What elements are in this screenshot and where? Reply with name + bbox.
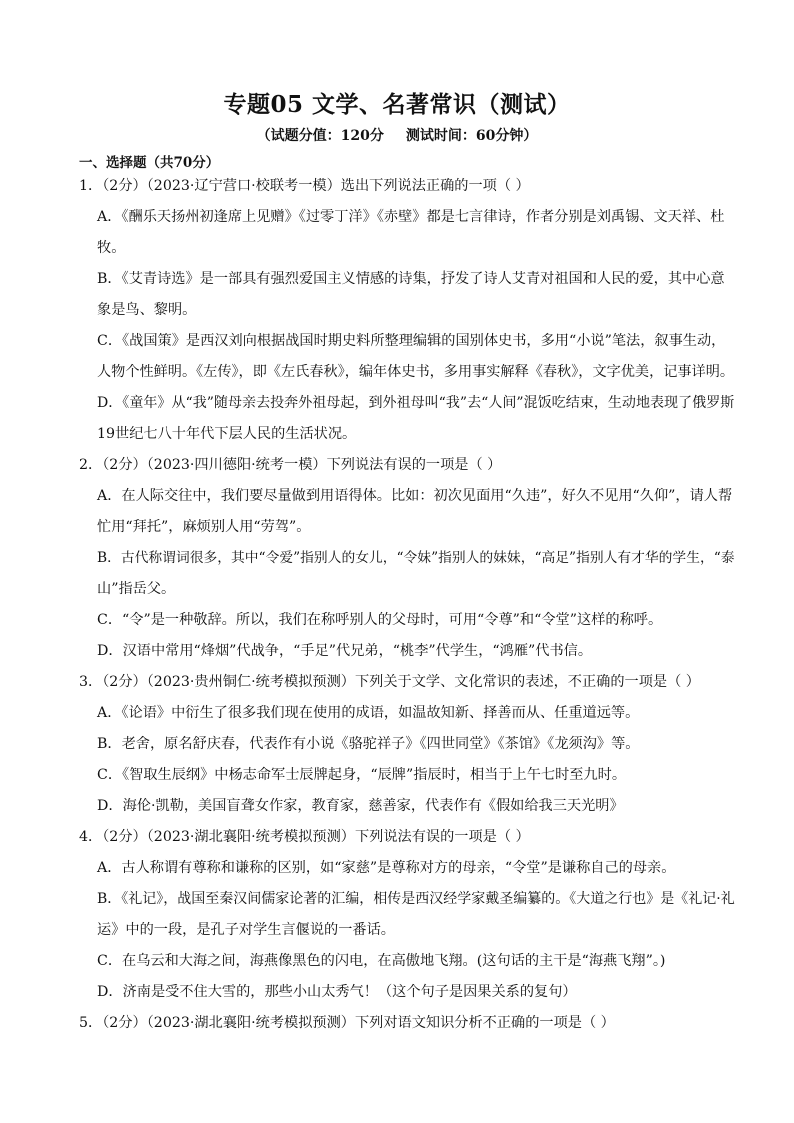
section-heading: 一、选择题（共70分） bbox=[79, 155, 220, 171]
question-1-option-c-cont: 人物个性鲜明。《左传》，即《左氏春秋》，编年体史书，多用事实解释《春秋》，文字优美，记事详明。 bbox=[97, 364, 735, 380]
question-2-option-a-cont: 忙用“拜托”，麻烦别人用“劳驾”。 bbox=[97, 519, 311, 535]
question-4-option-d: D．济南是受不住大雪的，那些小山太秀气！（这个句子是因果关系的复句） bbox=[97, 984, 577, 1000]
question-2-option-c: C．“令”是一种敬辞。所以，我们在称呼别人的父母时，可用“令尊”和“令堂”这样的称呼。 bbox=[97, 612, 663, 628]
question-4-stem: 4．（2分）（2023·湖北襄阳·统考模拟预测）下列说法有误的一项是（ ） bbox=[79, 829, 530, 845]
question-5-stem: 5．（2分）（2023·湖北襄阳·统考模拟预测）下列对语文知识分析不正确的一项是（ ） bbox=[79, 1015, 615, 1031]
question-1-option-d-cont: 19世纪七八十年代下层人民的生活状况。 bbox=[97, 426, 357, 442]
question-2-option-a: A．在人际交往中，我们要尽量做到用语得体。比如：初次见面用“久违”，好久不见用“久仰”，请人帮 bbox=[97, 488, 733, 504]
question-2-option-d: D．汉语中常用“烽烟”代战争，“手足”代兄弟，“桃李”代学生，“鸿雁”代书信。 bbox=[97, 643, 593, 659]
time-info: 测试时间：60分钟） bbox=[405, 128, 538, 144]
question-4-option-c: C．在乌云和大海之间，海燕像黑色的闪电，在高傲地飞翔。(这句话的主干是“海燕飞翔”。) bbox=[97, 953, 666, 969]
question-4-option-b: B．《礼记》，战国至秦汉间儒家论著的汇编，相传是西汉经学家戴圣编纂的。《大道之行也》是《礼记·礼 bbox=[97, 891, 735, 907]
page-subtitle bbox=[0, 125, 794, 145]
question-3-option-b: B．老舍，原名舒庆春，代表作有小说《骆驼祥子》《四世同堂》《茶馆》《龙须沟》等。 bbox=[97, 736, 640, 752]
question-2-stem: 2．（2分）（2023·四川德阳·统考一模）下列说法有误的一项是（ ） bbox=[79, 457, 502, 473]
question-1-option-a: A．《酬乐天扬州初逢席上见赠》《过零丁洋》《赤壁》都是七言律诗，作者分别是刘禹锡、文天祥、杜 bbox=[97, 209, 725, 225]
question-1-option-b: B．《艾青诗选》是一部具有强烈爱国主义情感的诗集，抒发了诗人艾青对祖国和人民的爱，其中心意 bbox=[97, 271, 725, 287]
question-4-option-a: A．古人称谓有尊称和谦称的区别，如“家慈”是尊称对方的母亲，“令堂”是谦称自己的母亲。 bbox=[97, 860, 676, 876]
score-info: （试题分值：120分 bbox=[256, 128, 384, 144]
question-3-option-a: A．《论语》中衍生了很多我们现在使用的成语，如温故知新、择善而从、任重道远等。 bbox=[97, 705, 640, 721]
question-2-option-b: B．古代称谓词很多，其中“令爱”指别人的女儿，“令妹”指别人的妹妹，“高足”指别人有才华的学生，“泰 bbox=[97, 550, 735, 566]
question-1-option-b-cont: 象是鸟、黎明。 bbox=[97, 302, 197, 318]
question-3-stem: 3．（2分）（2023·贵州铜仁·统考模拟预测）下列关于文学、文化常识的表述，不正确的一项是（ ） bbox=[79, 674, 700, 690]
question-3-option-d: D．海伦·凯勒，美国盲聋女作家，教育家，慈善家，代表作有《假如给我三天光明》 bbox=[97, 798, 624, 814]
question-1-option-a-cont: 牧。 bbox=[97, 240, 126, 256]
question-2-option-b-cont: 山”指岳父。 bbox=[97, 581, 176, 597]
question-4-option-b-cont: 运》中的一段，是孔子对学生言偃说的一番话。 bbox=[97, 922, 395, 938]
page-title: 专题05 文学、名著常识（测试） bbox=[223, 91, 571, 118]
question-3-option-c: C．《智取生辰纲》中杨志命军士辰牌起身，“辰牌”指辰时，相当于上午七时至九时。 bbox=[97, 767, 627, 783]
question-1-stem: 1．（2分）（2023·辽宁营口·校联考一模）选出下列说法正确的一项（ ） bbox=[79, 178, 530, 194]
question-1-option-d: D．《童年》从“我”随母亲去投奔外祖母起，到外祖母叫“我”去“人间”混饭吃结束，生动地表现了俄罗斯 bbox=[97, 395, 735, 411]
question-1-option-c: C．《战国策》是西汉刘向根据战国时期史料所整理编辑的国别体史书，多用“小说”笔法，叙事生动， bbox=[97, 333, 726, 349]
